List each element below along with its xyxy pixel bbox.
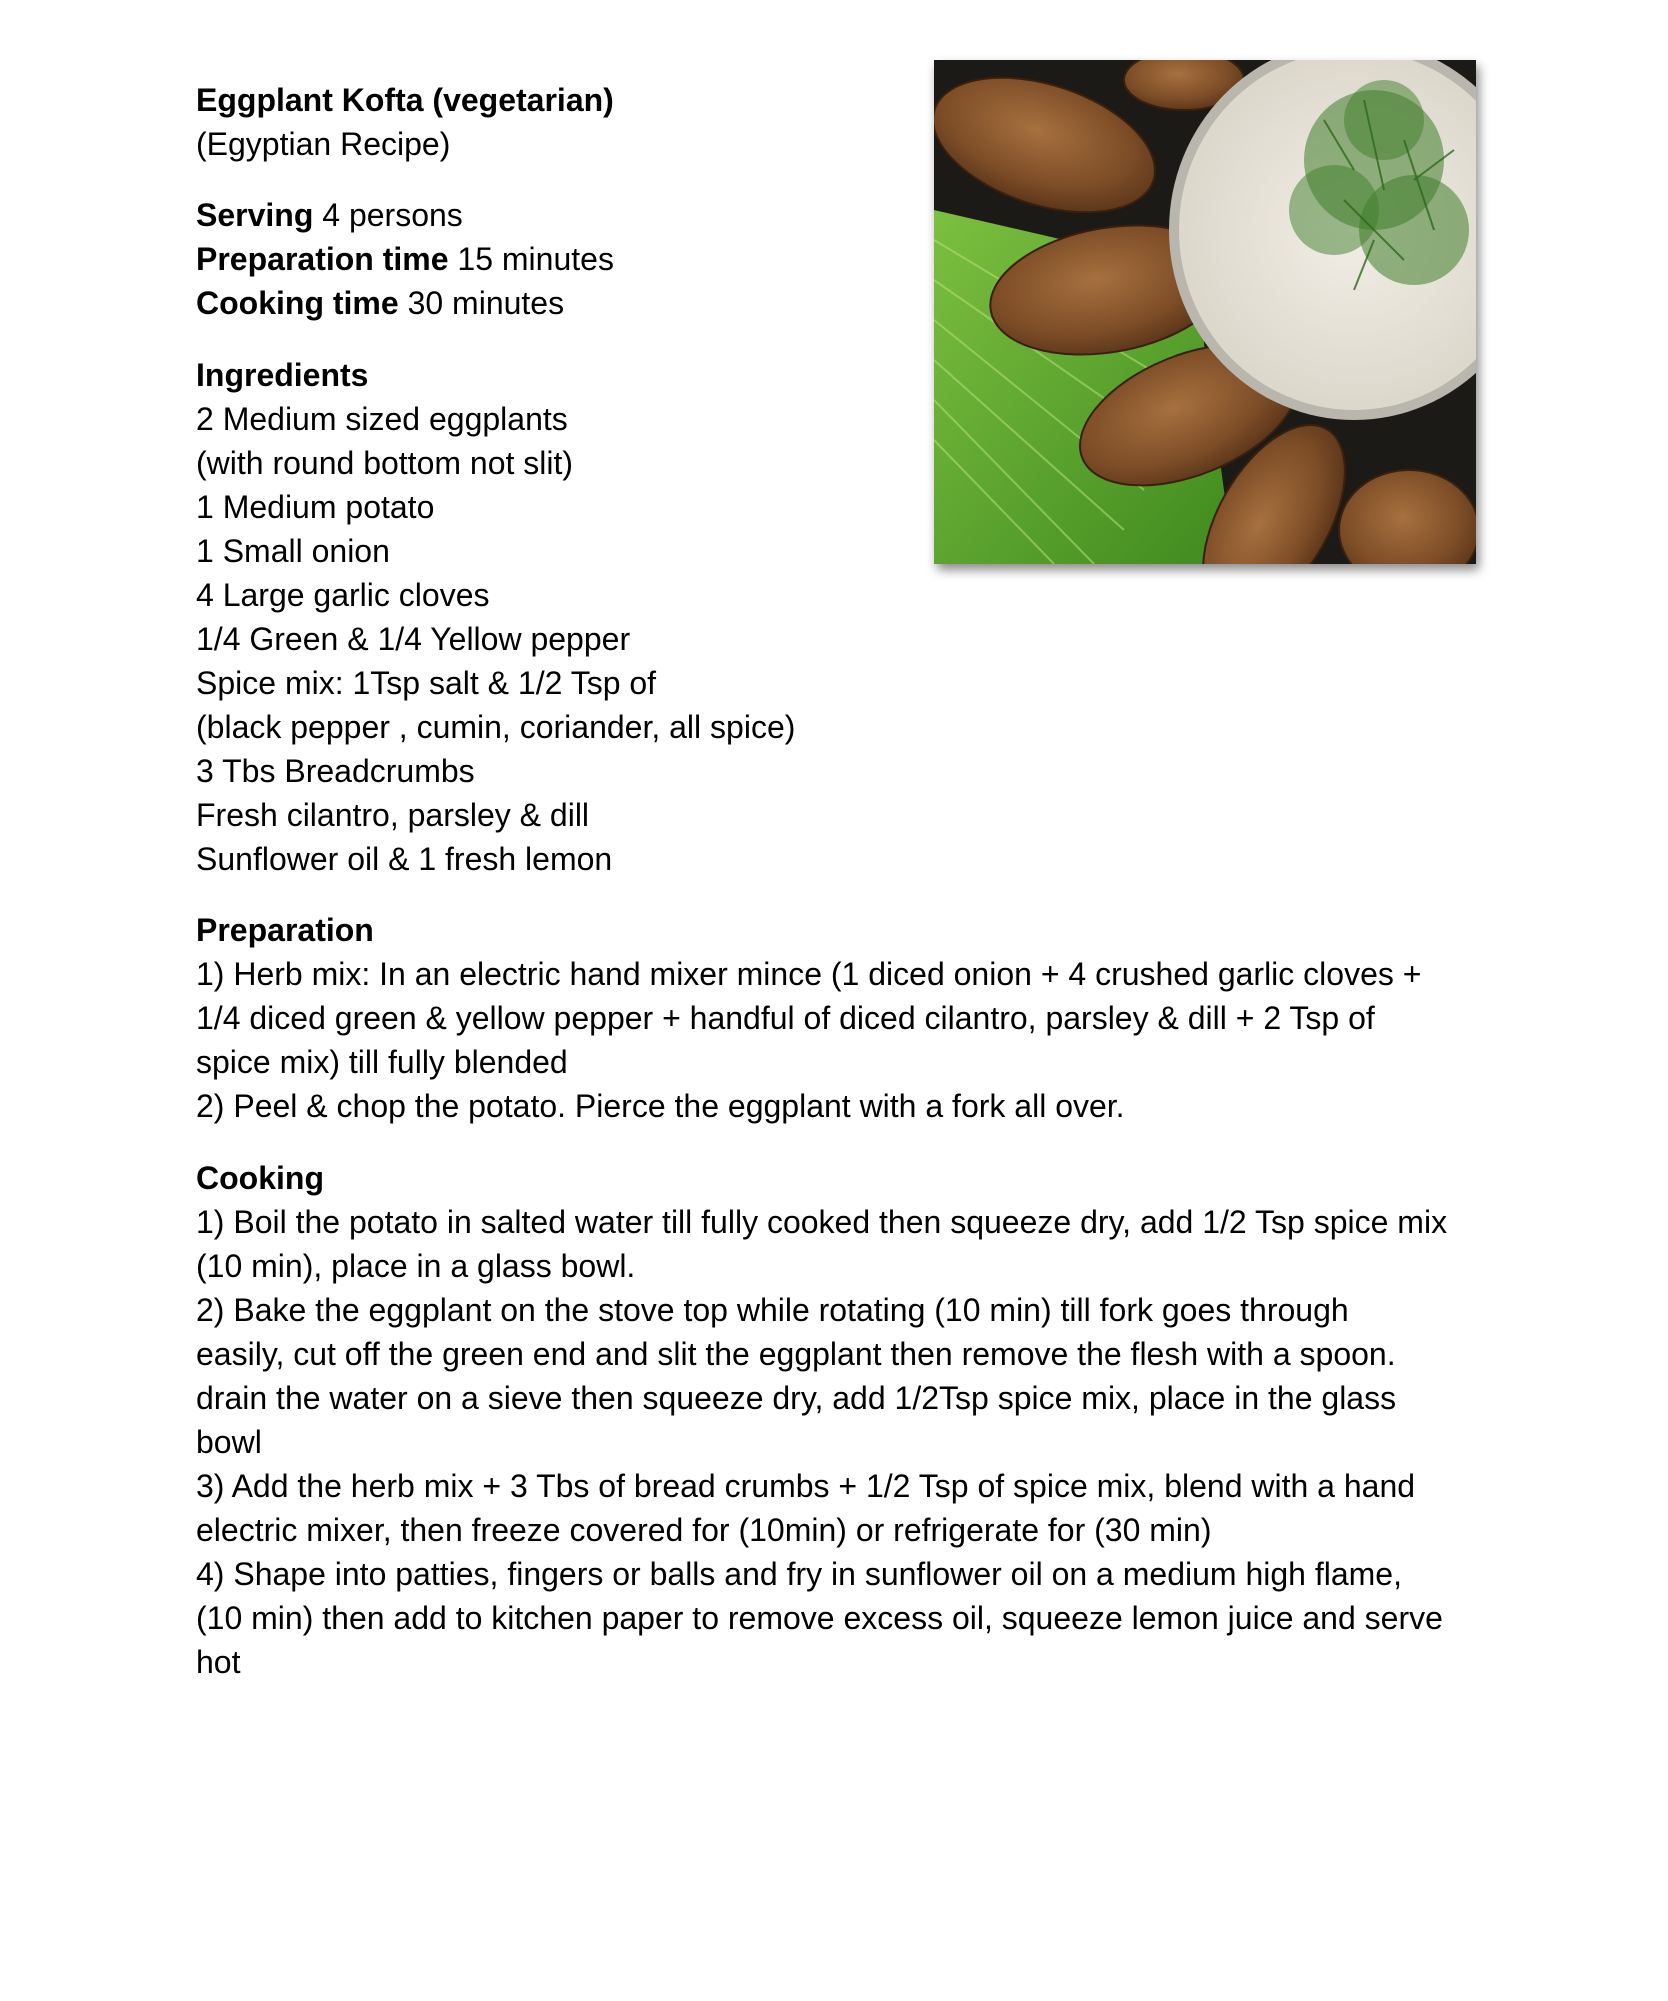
ingredient-item: 1 Medium potato xyxy=(196,489,435,525)
cook-time-value: 30 minutes xyxy=(398,285,565,321)
cooking-line: electric mixer, then freeze covered for (10min) or refrigerate for (30 min) xyxy=(196,1512,1212,1548)
recipe-title: Eggplant Kofta (vegetarian) xyxy=(196,82,614,118)
preparation-line: 1) Herb mix: In an electric hand mixer mince (1 diced onion + 4 crushed garlic cloves + xyxy=(196,956,1422,992)
ingredient-item: 3 Tbs Breadcrumbs xyxy=(196,753,475,789)
kofta-photo xyxy=(934,60,1476,564)
prep-time-row xyxy=(196,237,614,281)
cooking-line: easily, cut off the green end and slit the eggplant then remove the flesh with a spoon. xyxy=(196,1336,1396,1372)
preparation-heading: Preparation xyxy=(196,912,374,948)
cooking-line: (10 min) then add to kitchen paper to remove excess oil, squeeze lemon juice and serve xyxy=(196,1600,1443,1636)
ingredient-item: Fresh cilantro, parsley & dill xyxy=(196,797,590,833)
cooking-line: 1) Boil the potato in salted water till fully cooked then squeeze dry, add 1/2 Tsp spice mix xyxy=(196,1204,1448,1240)
cooking-line: 2) Bake the eggplant on the stove top while rotating (10 min) till fork goes through xyxy=(196,1292,1349,1328)
cook-time-row xyxy=(196,281,564,325)
prep-time-value: 15 minutes xyxy=(448,241,614,277)
cooking-line: 4) Shape into patties, fingers or balls and fry in sunflower oil on a medium high flame, xyxy=(196,1556,1402,1592)
recipe-subtitle: (Egyptian Recipe) xyxy=(196,126,451,162)
preparation-line: 1/4 diced green & yellow pepper + handful of diced cilantro, parsley & dill + 2 Tsp of xyxy=(196,1000,1375,1036)
cook-time-label: Cooking time xyxy=(196,285,399,321)
preparation-line: spice mix) till fully blended xyxy=(196,1044,568,1080)
ingredient-item: Sunflower oil & 1 fresh lemon xyxy=(196,841,613,877)
cooking-line: hot xyxy=(196,1644,241,1680)
ingredient-item: 1 Small onion xyxy=(196,533,390,569)
ingredient-item: Spice mix: 1Tsp salt & 1/2 Tsp of xyxy=(196,665,657,701)
serving-row xyxy=(196,193,463,237)
prep-time-label: Preparation time xyxy=(196,241,449,277)
ingredients-heading: Ingredients xyxy=(196,357,369,393)
cooking-line: (10 min), place in a glass bowl. xyxy=(196,1248,636,1284)
cooking-line: 3) Add the herb mix + 3 Tbs of bread crumbs + 1/2 Tsp of spice mix, blend with a hand xyxy=(196,1468,1416,1504)
cooking-line: bowl xyxy=(196,1424,262,1460)
kofta-photo-illustration xyxy=(934,60,1476,564)
ingredient-item: 4 Large garlic cloves xyxy=(196,577,490,613)
serving-value: 4 persons xyxy=(313,197,463,233)
ingredient-item: (with round bottom not slit) xyxy=(196,445,574,481)
cooking-line: drain the water on a sieve then squeeze dry, add 1/2Tsp spice mix, place in the glass xyxy=(196,1380,1397,1416)
ingredient-item: 1/4 Green & 1/4 Yellow pepper xyxy=(196,621,631,657)
cooking-heading: Cooking xyxy=(196,1160,324,1196)
ingredient-item: (black pepper , cumin, coriander, all spice) xyxy=(196,709,796,745)
serving-label: Serving xyxy=(196,197,314,233)
ingredient-item: 2 Medium sized eggplants xyxy=(196,401,568,437)
preparation-line: 2) Peel & chop the potato. Pierce the eggplant with a fork all over. xyxy=(196,1088,1125,1124)
